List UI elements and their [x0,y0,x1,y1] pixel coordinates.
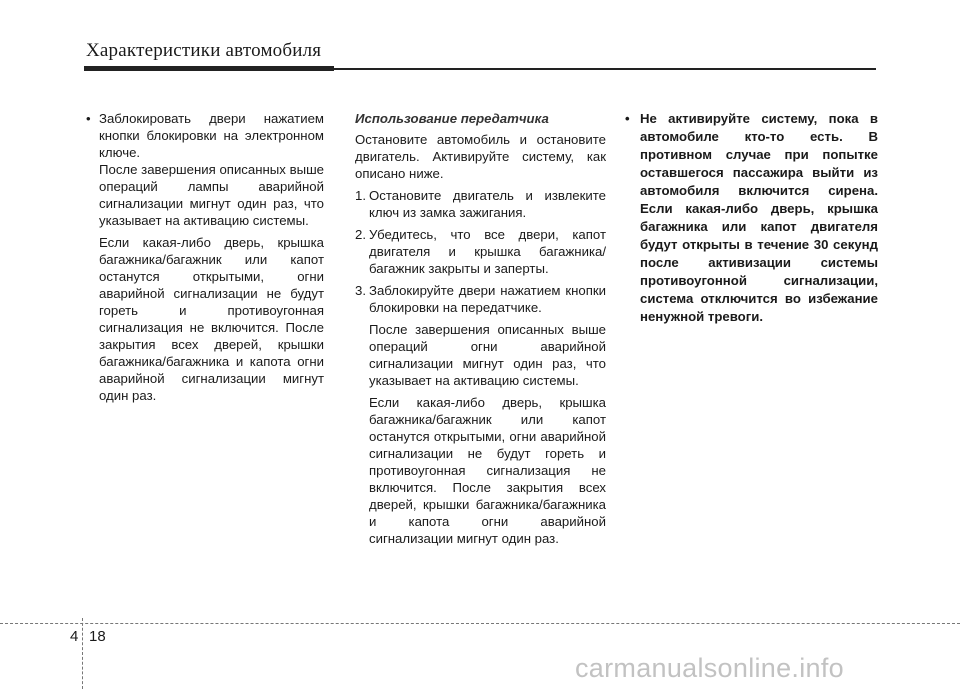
header-rule-thin [334,68,876,70]
watermark: carmanualsonline.info [575,653,844,683]
step-text: Убедитесь, что все двери, капот двигателя и крышка багажника/багажник закрыты и заперты. [369,227,606,276]
page-number: 18 [89,628,106,645]
bullet-item [86,110,324,161]
paragraph: Если какая-либо дверь, крышка багажника/багажник или капот останутся открытыми, огни аварийной сигнализации не будут гореть и противоугонная сигнализация не включится. После закрытия всех дверей, крышки багажника/багажника и капота огни аварийной сигнализации мигнут один раз. [369,395,606,546]
column-left [86,110,324,409]
step-number: 3. [355,283,366,298]
bullet-text: Заблокировать двери нажатием кнопки блокировки на электронном ключе. [99,111,324,160]
bullet-mark: • [86,111,91,126]
section-number: 4 [70,628,79,645]
bullet-mark: • [625,111,630,126]
paragraph: После завершения описанных выше операций лампы аварийной сигнализации мигнут один раз, что указывает на активацию системы. [99,162,324,228]
header-title: Характеристики автомобиля [86,40,322,61]
warning-bullet [625,110,878,326]
paragraph: Остановите автомобиль и остановите двигатель. Активируйте систему, как описано ниже. [355,132,606,181]
column-middle [355,110,606,552]
numbered-step [355,187,606,221]
numbered-step [355,226,606,277]
paragraph: Если какая-либо дверь, крышка багажника/багажник или капот останутся открытыми, огни аварийной сигнализации не будут гореть и противоугонная сигнализация не включится. После закрытия всех дверей, крышки багажника/багажника и капота огни аварийной сигнализации мигнут один раз. [99,235,324,403]
warning-text: Не активируйте систему, пока в автомобиле кто-то есть. В противном случае при попытке оставшегося пассажира выйти из автомобиля включится сирена. Если какая-либо дверь, крышка багажника или капот двигателя будут открыты в течение 30 секунд после активизации системы противоугонной сигнализации, система отключится во избежание ненужной тревоги. [640,111,878,324]
step-text: Заблокируйте двери нажатием кнопки блокировки на передатчике. [369,283,606,315]
step-number: 1. [355,188,366,203]
footer-divider [0,623,960,624]
section-subtitle: Использование передатчика [355,111,549,126]
footer-vertical-divider [82,618,83,689]
step-text: Остановите двигатель и извлеките ключ из замка зажигания. [369,188,606,220]
numbered-step [355,282,606,316]
column-right [625,110,878,326]
paragraph: После завершения описанных выше операций огни аварийной сигнализации мигнут один раз, что указывает на активацию системы. [369,322,606,388]
header-rule-thick [84,66,334,71]
step-number: 2. [355,227,366,242]
